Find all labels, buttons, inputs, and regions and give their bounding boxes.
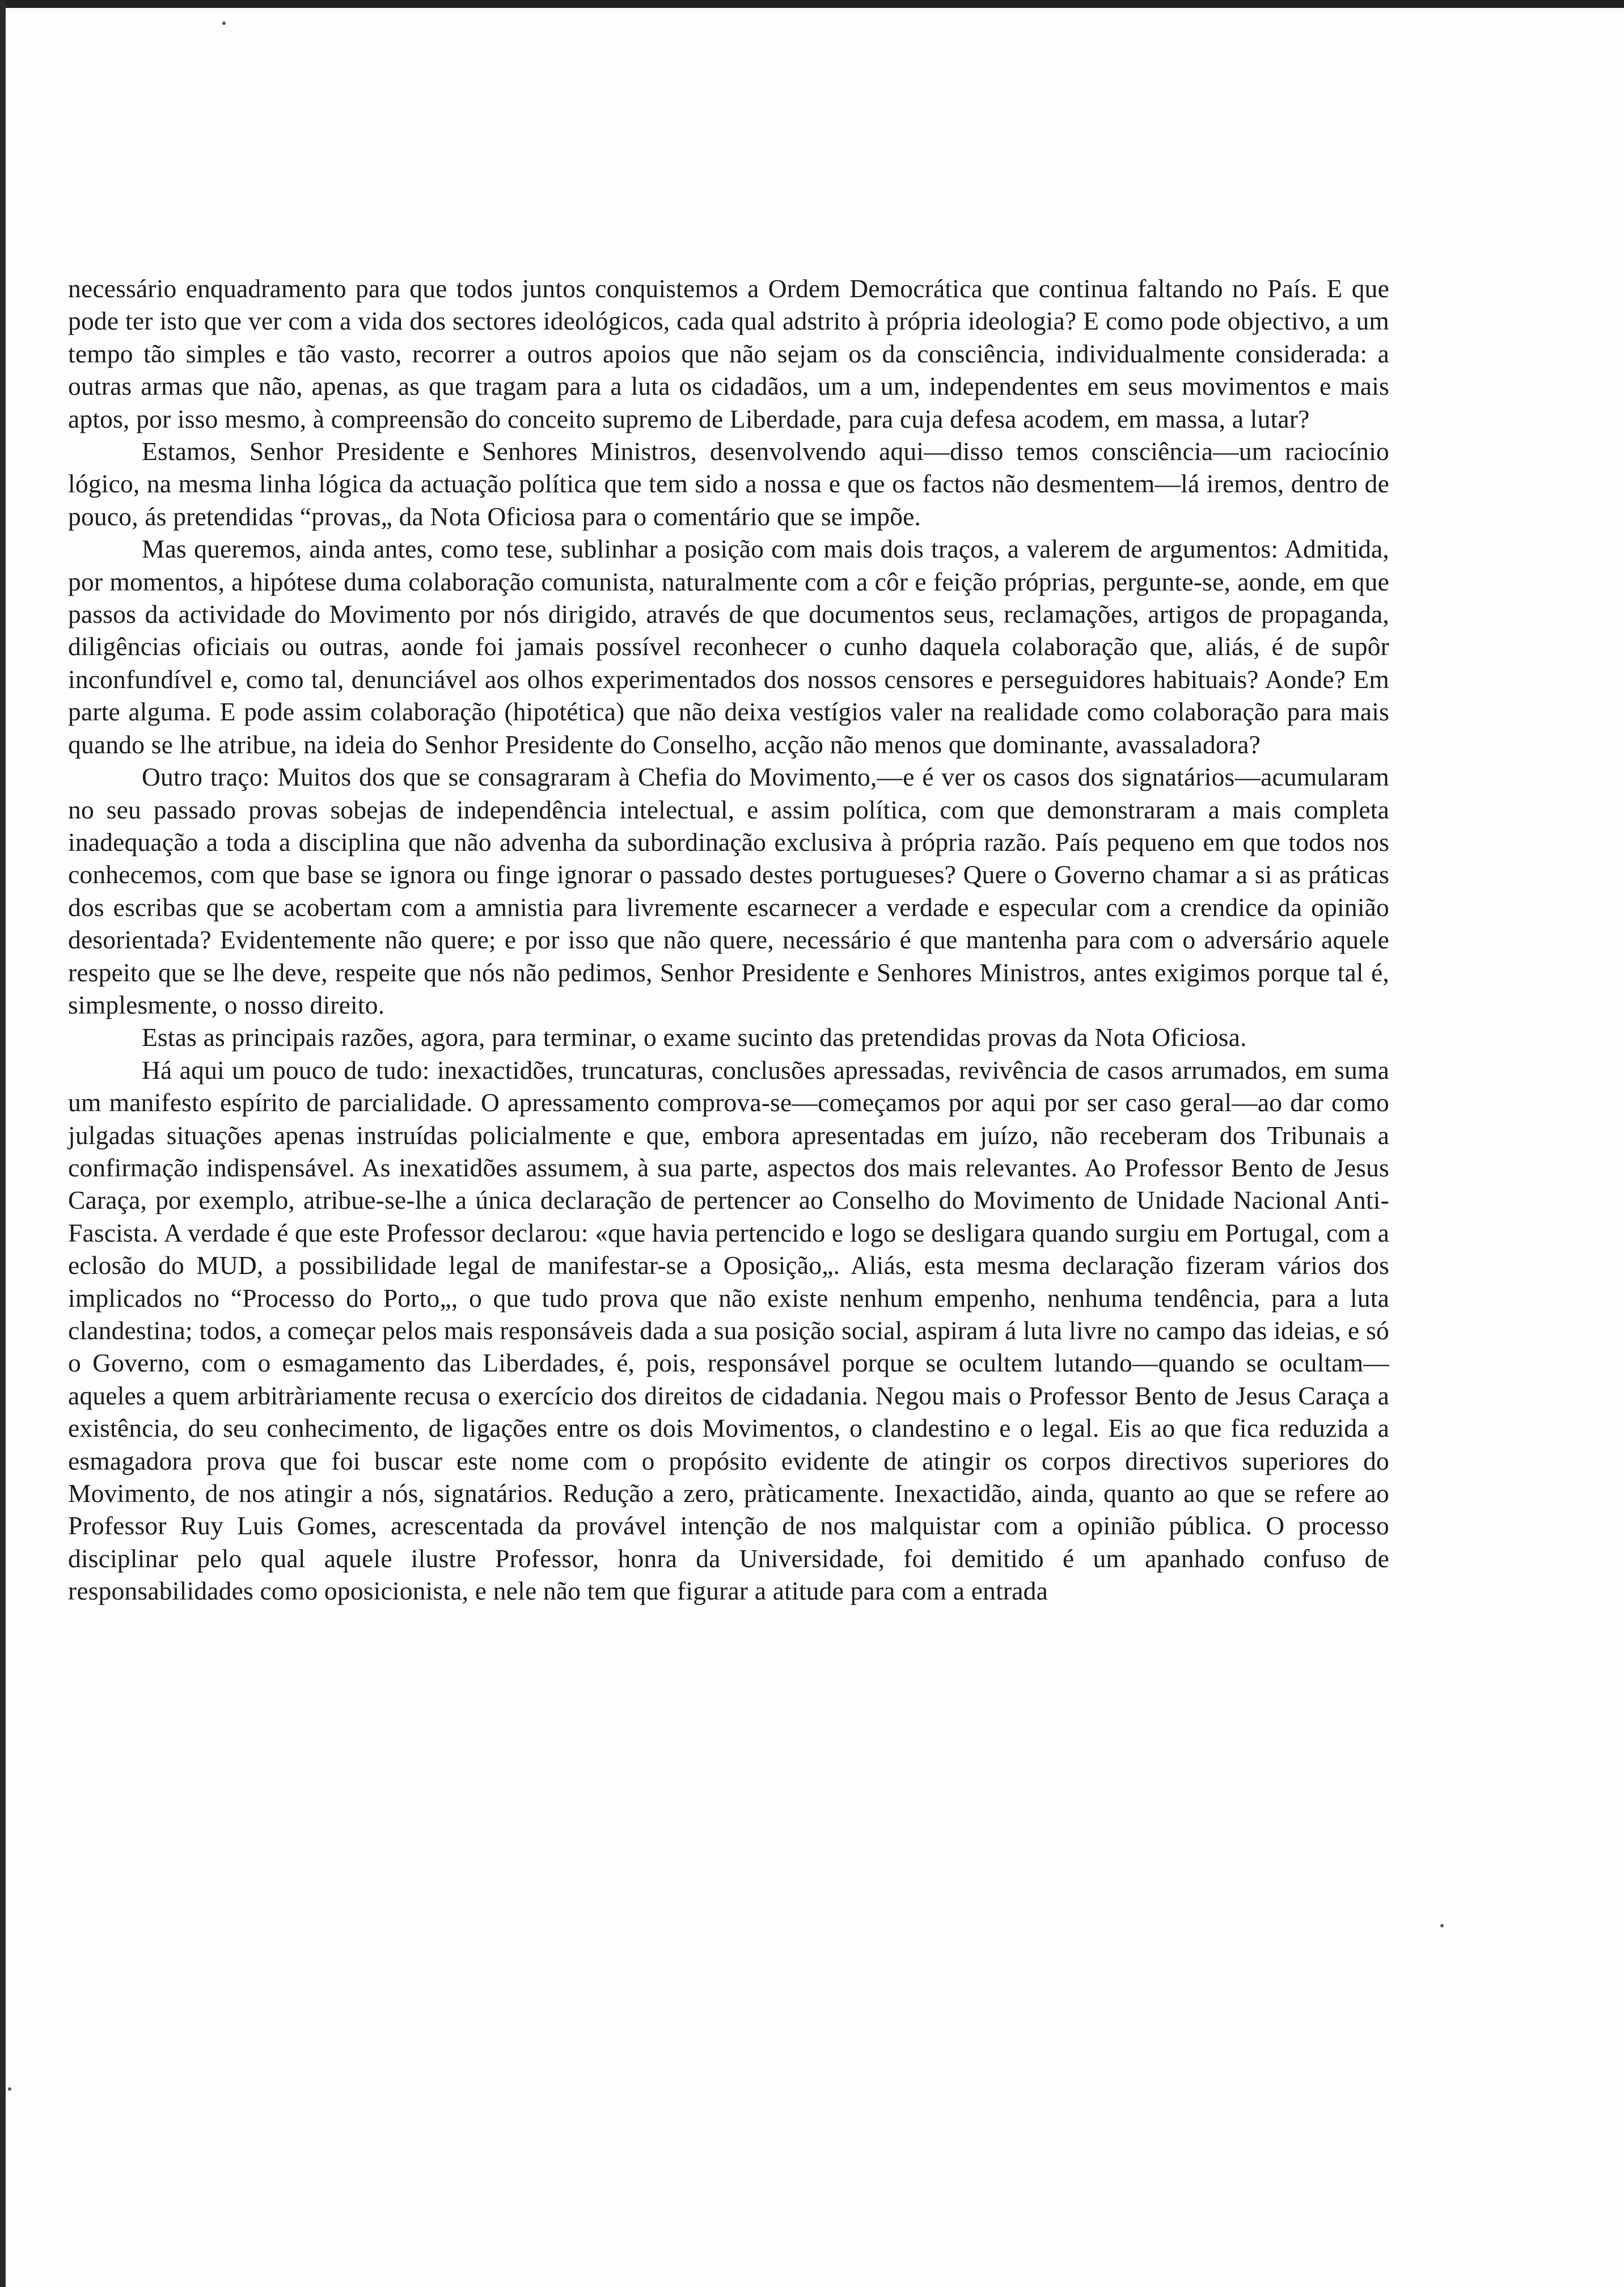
scan-speck (1440, 1924, 1444, 1927)
scan-left-edge (0, 0, 6, 2287)
paragraph-3: Mas queremos, ainda antes, como tese, sublinhar a posição com mais dois traços, a valerem de argumentos: Admitida, por momentos, a hipótese duma colaboração comunista, naturalmente com a côr e feição próprias, pergunte-se, aonde, em que passos da actividade do Movimento por nós dirigido, através de que documentos seus, reclamações, artigos de propaganda, diligências oficiais ou outras, aonde foi jamais possível reconhecer o cunho daquela colaboração que, aliás, é de supôr inconfundível e, como tal, denunciável aos olhos experimentados dos nossos censores e perseguidores habituais? Aonde? Em parte alguma. E pode assim colaboração (hipotética) que não deixa vestígios valer na realidade como colaboração para mais quando se lhe atribue, na ideia do Senhor Presidente do Conselho, acção não menos que dominante, avassaladora? (68, 534, 1389, 759)
scan-speck (222, 22, 226, 25)
paragraph-4: Outro traço: Muitos dos que se consagraram à Chefia do Movimento,—e é ver os casos dos signatários—acumularam no seu passado provas sobejas de independência intelectual, e assim política, com que demonstraram a mais completa inadequação a toda a disciplina que não advenha da subordinação exclusiva à própria razão. País pequeno em que todos nos conhecemos, com que base se ignora ou finge ignorar o passado destes portugueses? Quere o Governo chamar a si as práticas dos escribas que se acobertam com a amnistia para livremente escarnecer a verdade e especular com a crendice da opinião desorientada? Evidentemente não quere; e por isso que não quere, necessário é que mantenha para com o adversário aquele respeito que se lhe deve, respeite que nós não pedimos, Senhor Presidente e Senhores Ministros, antes exigimos porque tal é, simplesmente, o nosso direito. (68, 762, 1389, 1019)
body-text (68, 272, 1389, 1607)
paragraph-1: necessário enquadramento para que todos juntos conquistemos a Ordem Democrática que continua faltando no País. E que pode ter isto que ver com a vida dos sectores ideológicos, cada qual adstrito à própria ideologia? E como pode objectivo, a um tempo tão simples e tão vasto, recorrer a outros apoios que não sejam os da consciência, individualmente considerada: a outras armas que não, apenas, as que tragam para a luta os cidadãos, um a um, independentes em seus movimentos e mais aptos, por isso mesmo, à compreensão do conceito supremo de Liberdade, para cuja defesa acodem, em massa, a lutar? (68, 274, 1389, 433)
paragraph-5: Estas as principais razões, agora, para terminar, o exame sucinto das pretendidas provas da Nota Oficiosa. (142, 1023, 1247, 1052)
paragraph-2: Estamos, Senhor Presidente e Senhores Ministros, desenvolvendo aqui—disso temos consciência—um raciocínio lógico, na mesma linha lógica da actuação política que tem sido a nossa e que os factos não desmentem—lá iremos, dentro de pouco, ás pretendidas “provas„ da Nota Oficiosa para o comentário que se impõe. (68, 437, 1389, 531)
scan-top-edge (0, 0, 1624, 8)
scan-speck (8, 2087, 11, 2091)
paragraph-6: Há aqui um pouco de tudo: inexactidões, truncaturas, conclusões apressadas, revivência de casos arrumados, em suma um manifesto espírito de parcialidade. O apressamento comprova-se—começamos por aqui por ser caso geral—ao dar como julgadas situações apenas instruídas policialmente e que, embora apresentadas em juízo, não receberam dos Tribunais a confirmação indispensável. As inexatidões assumem, à sua parte, aspectos dos mais relevantes. Ao Professor Bento de Jesus Caraça, por exemplo, atribue-se-lhe a única declaração de pertencer ao Conselho do Movimento de Unidade Nacional Anti-Fascista. A verdade é que este Professor declarou: «que havia pertencido e logo se desligara quando surgiu em Portugal, com a eclosão do MUD, a possibilidade legal de manifestar-se a Oposição„. Aliás, esta mesma declaração fizeram vários dos implicados no “Processo do Porto„, o que tudo prova que não existe nenhum empenho, nenhuma tendência, para a luta clandestina; todos, a começar pelos mais responsáveis dada a sua posição social, aspiram á luta livre no campo das ideias, e só o Governo, com o esmagamento das Liberdades, é, pois, responsável porque se ocultem lutando—quando se ocultam—aqueles a quem arbitràriamente recusa o exercício dos direitos de cidadania. Negou mais o Professor Bento de Jesus Caraça a existência, do seu conhecimento, de ligações entre os dois Movimentos, o clandestino e o legal. Eis ao que fica reduzida a esmagadora prova que foi buscar este nome com o propósito evidente de atingir os corpos directivos superiores do Movimento, de nos atingir a nós, signatários. Redução a zero, pràticamente. Inexactidão, ainda, quanto ao que se refere ao Professor Ruy Luis Gomes, acrescentada da provável intenção de nos malquistar com a opinião pública. O processo disciplinar pelo qual aquele ilustre Professor, honra da Universidade, foi demitido é um apanhado confuso de responsabilidades como oposicionista, e nele não tem que figurar a atitude para com a entrada (68, 1055, 1389, 1606)
